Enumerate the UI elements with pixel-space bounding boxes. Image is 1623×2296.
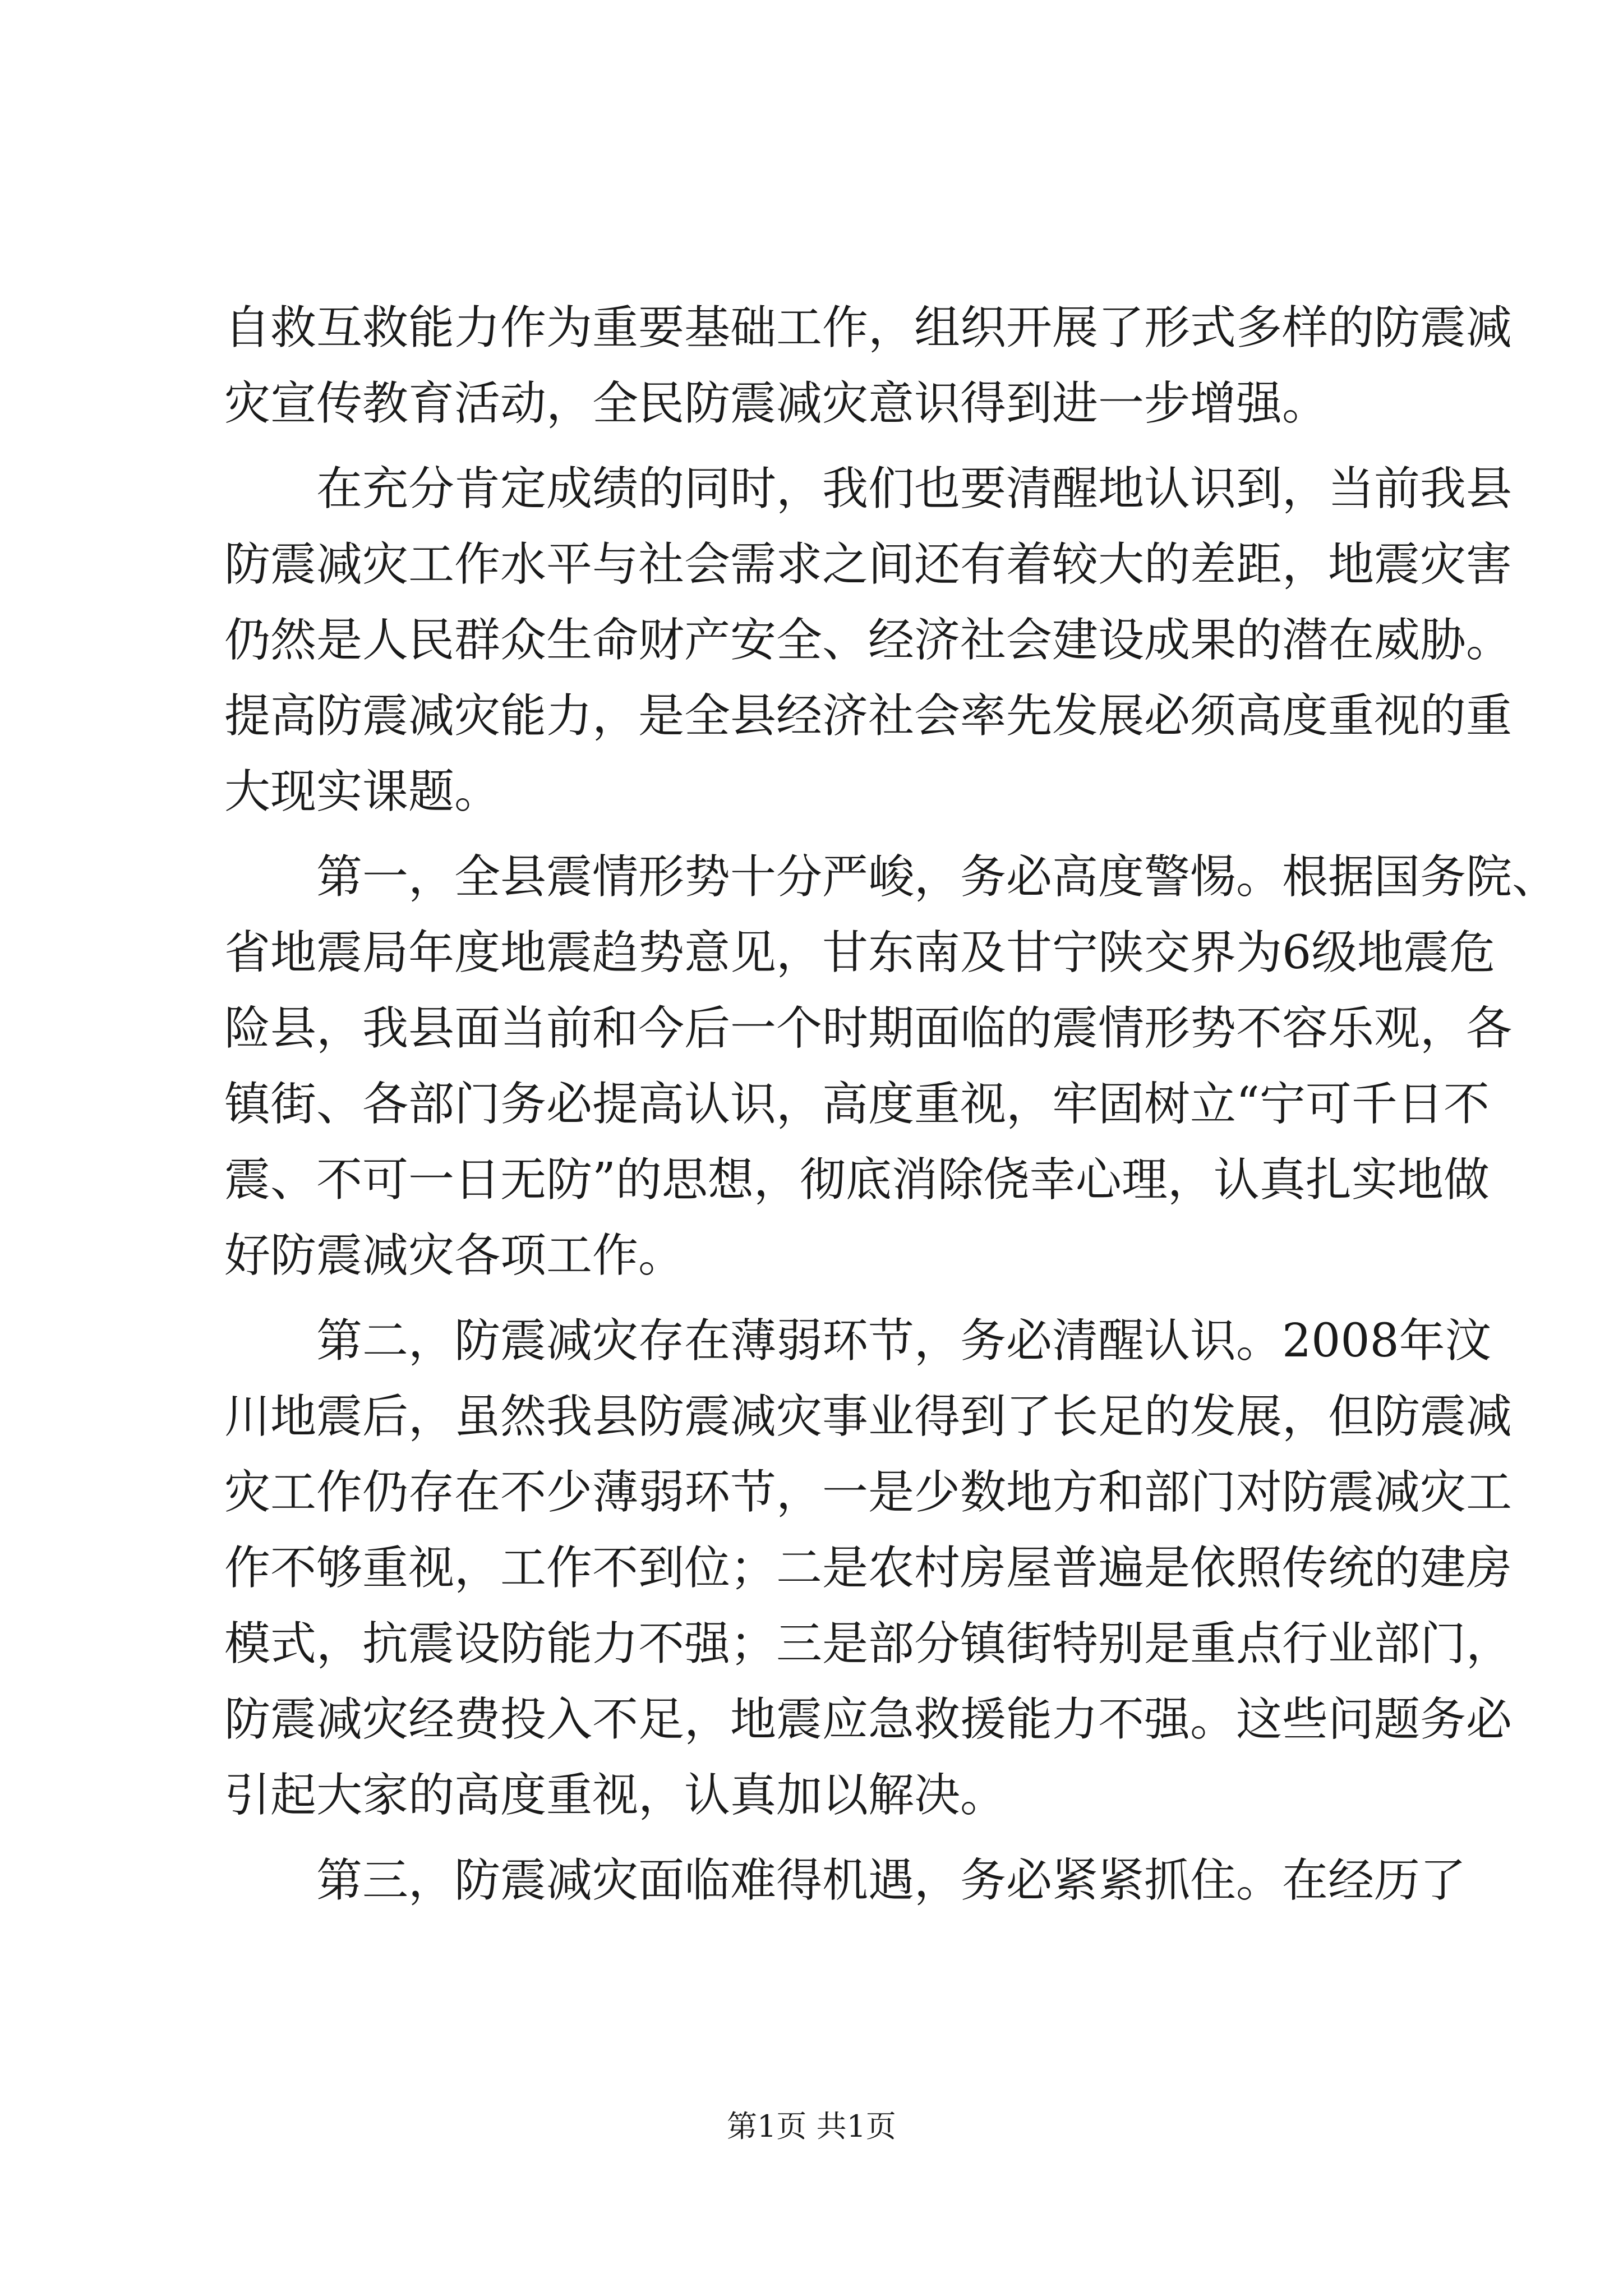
text-line: 在充分肯定成绩的同时，我们也要清醒地认识到，当前我县 (316, 462, 1513, 516)
text-line: 川地震后，虽然我县防震减灾事业得到了长足的发展，但防震减 (224, 1390, 1513, 1443)
text-line: 第一，全县震情形势十分严峻，务必高度警惕。根据国务院、 (316, 850, 1559, 904)
text-line: 震、不可一日无防”的思想，彻底消除侥幸心理，认真扎实地做 (224, 1153, 1490, 1207)
text-line: 仍然是人民群众生命财产安全、经济社会建设成果的潜在威胁。 (224, 614, 1513, 667)
text-line: 灾工作仍存在不少薄弱环节，一是少数地方和部门对防震减灾工 (224, 1466, 1513, 1519)
text-line: 镇街、各部门务必提高认识，高度重视，牢固树立“宁可千日不 (224, 1078, 1490, 1131)
text-line: 好防震减灾各项工作。 (224, 1229, 685, 1282)
text-line: 第二，防震减灾存在薄弱环节，务必清醒认识。2008年汶 (316, 1314, 1491, 1368)
text-line: 引起大家的高度重视，认真加以解决。 (224, 1769, 1007, 1822)
text-line: 提高防震减灾能力，是全县经济社会率先发展必须高度重视的重 (224, 689, 1513, 743)
text-line: 险县，我县面当前和今后一个时期面临的震情形势不容乐观，各 (224, 1002, 1513, 1055)
text-line: 防震减灾经费投入不足，地震应急救援能力不强。这些问题务必 (224, 1693, 1513, 1746)
text-line: 第三，防震减灾面临难得机遇，务必紧紧抓住。在经历了 (316, 1854, 1467, 1907)
text-line: 模式，抗震设防能力不强；三是部分镇街特别是重点行业部门， (224, 1617, 1513, 1671)
text-line: 省地震局年度地震趋势意见，甘东南及甘宁陕交界为6级地震危 (224, 926, 1496, 979)
text-line: 作不够重视，工作不到位；二是农村房屋普遍是依照传统的建房 (224, 1542, 1513, 1595)
page-footer: 第1页 共1页 (727, 2109, 896, 2144)
text-line: 灾宣传教育活动，全民防震减灾意识得到进一步增强。 (224, 377, 1329, 430)
text-line: 大现实课题。 (224, 765, 501, 818)
text-line: 防震减灾工作水平与社会需求之间还有着较大的差距，地震灾害 (224, 538, 1513, 591)
text-line: 自救互救能力作为重要基础工作，组织开展了形式多样的防震减 (224, 301, 1513, 355)
